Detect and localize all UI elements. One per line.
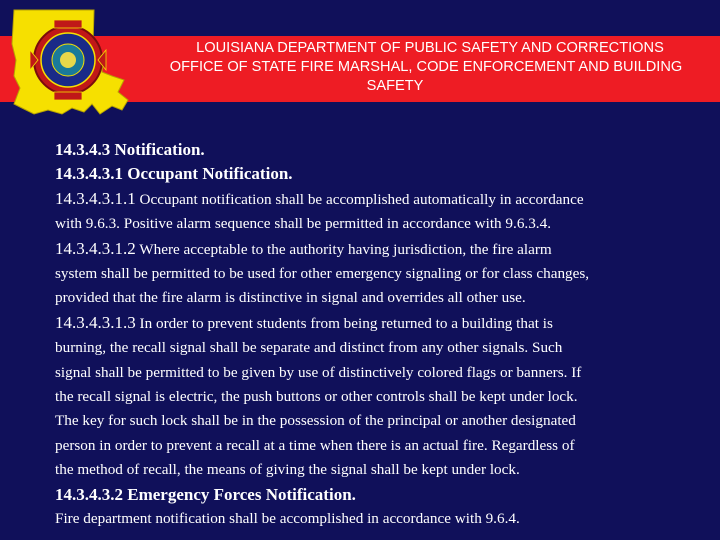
paragraph-line: with 9.6.3. Positive alarm sequence shall be permitted in accordance with 9.6.3.4. [55,215,551,233]
subsection-heading: 14.3.4.3.1 Occupant Notification. [55,164,293,184]
subsection-heading: 14.3.4.3.2 Emergency Forces Notification. [55,484,356,504]
paragraph-line: the method of recall, the means of giving the signal shall be kept under lock. [55,461,520,479]
paragraph-line: the recall signal is electric, the push buttons or other controls shall be kept under lock. [55,388,578,406]
paragraph-line [55,311,695,336]
section-heading: 14.3.4.3 Notification. [55,140,205,159]
paragraph-line [55,187,695,212]
paragraph-text: Where acceptable to the authority having jurisdiction, the fire alarm [139,240,552,258]
paragraph-number: 14.3.4.3.1.3 [55,312,136,332]
paragraph-number: 14.3.4.3.1.2 [55,238,136,258]
paragraph-text: In order to prevent students from being returned to a building that is [139,314,553,332]
louisiana-state-logo-icon [0,0,140,138]
paragraph-number: 14.3.4.3.1.1 [55,188,136,208]
header-line-3: SAFETY [366,78,424,94]
content-body [55,138,695,532]
header-title [132,39,720,96]
header-line-2: OFFICE OF STATE FIRE MARSHAL, CODE ENFORCEMENT AND BUILDING [169,59,683,75]
paragraph-text: Occupant notification shall be accomplished automatically in accordance [139,190,584,208]
paragraph-line: provided that the fire alarm is distinctive in signal and overrides all other use. [55,289,526,307]
paragraph-line [55,237,695,262]
paragraph-line: burning, the recall signal shall be separate and distinct from any other signals. Such [55,339,563,357]
paragraph-line: The key for such lock shall be in the possession of the principal or another designated [55,412,576,430]
paragraph-line: system shall be permitted to be used for other emergency signaling or for class changes, [55,265,590,283]
paragraph-line: Fire department notification shall be accomplished in accordance with 9.6.4. [55,510,520,528]
paragraph-line: signal shall be permitted to be given by use of distinctively colored flags or banners. If [55,363,582,381]
paragraph-line: person in order to prevent a recall at a time when there is an actual fire. Regardless of [55,436,575,454]
header-line-1: LOUISIANA DEPARTMENT OF PUBLIC SAFETY AND CORRECTIONS [196,40,664,56]
